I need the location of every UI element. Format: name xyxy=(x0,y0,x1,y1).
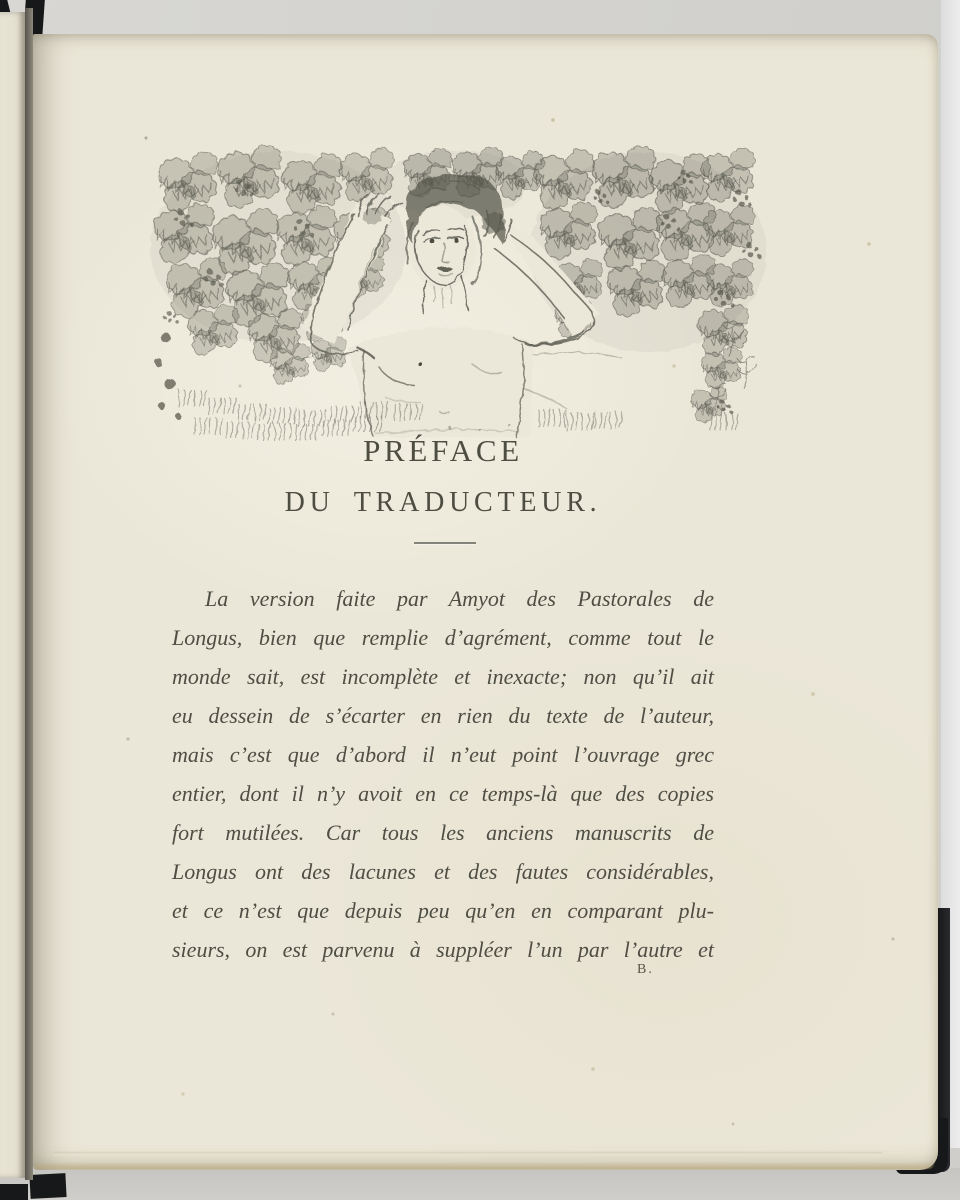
preface-title: PRÉFACE xyxy=(363,433,523,468)
backdrop-bottom-strip xyxy=(0,1168,960,1200)
book-page xyxy=(33,34,938,1170)
body-line: Longus, bien que remplie d’agrément, comme tout le xyxy=(172,625,714,650)
body-line: eu dessein de s’écarter en rien du texte de l’auteur, xyxy=(172,703,714,728)
printer-signature: B. xyxy=(637,962,654,977)
page-bottom-edge xyxy=(35,1162,935,1169)
body-line: fort mutilées. Car tous les anciens manuscrits de xyxy=(172,820,714,845)
preface-body xyxy=(172,579,714,969)
body-line: monde sait, est incomplète et inexacte; non qu’il ait xyxy=(172,664,714,689)
gutter-shadow xyxy=(25,8,33,1180)
book-cover-bottom-left-corner xyxy=(0,1184,28,1200)
body-line: entier, dont il n’y avoit en ce temps-là que des copies xyxy=(172,781,714,806)
facing-page-edge xyxy=(0,12,25,1178)
headpiece-illustration-svg xyxy=(150,152,770,437)
title-divider-rule xyxy=(414,542,476,544)
body-line: sieurs, on est parvenu à suppléer l’un par l’autre et xyxy=(172,937,714,962)
body-line: Longus ont des lacunes et des fautes considérables, xyxy=(172,859,714,884)
headpiece-illustration xyxy=(150,152,770,437)
body-line: La version faite par Amyot des Pastorales de xyxy=(205,586,714,611)
translator-subtitle: DU TRADUCTEUR. xyxy=(284,487,602,518)
body-line: et ce n’est que depuis peu qu’en en comparant plu- xyxy=(172,898,714,923)
book-cover-bottom-left-edge xyxy=(29,1173,66,1199)
body-line: mais c’est que d’abord il n’eut point l’ouvrage grec xyxy=(172,742,714,767)
page-crease xyxy=(53,1152,883,1155)
